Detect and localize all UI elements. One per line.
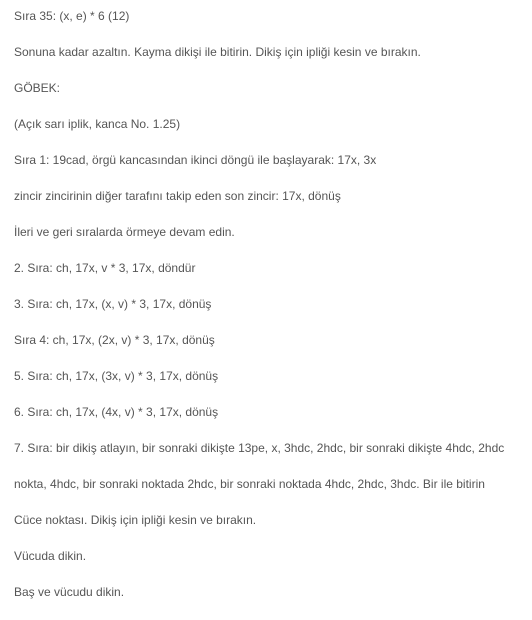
text-line-row-7: 7. Sıra: bir dikiş atlayın, bir sonraki dikişte 13pe, x, 3hdc, 2hdc, bir sonraki dikişte 4hdc, 2hdc xyxy=(14,441,505,455)
text-line-sew-body: Vücuda dikin. xyxy=(14,549,87,563)
text-line-continue: İleri ve geri sıralarda örmeye devam edin. xyxy=(14,225,235,239)
text-line-row-1: Sıra 1: 19cad, örgü kancasından ikinci döngü ile başlayarak: 17x, 3x xyxy=(14,153,377,167)
text-line-finish: Cüce noktası. Dikiş için ipliği kesin ve bırakın. xyxy=(14,513,257,527)
text-line-row-4: Sıra 4: ch, 17x, (2x, v) * 3, 17x, dönüş xyxy=(14,333,215,347)
text-line-yarn-hook: (Açık sarı iplik, kanca No. 1.25) xyxy=(14,117,181,131)
instructions-text xyxy=(14,8,526,620)
text-line-row-5: 5. Sıra: ch, 17x, (3x, v) * 3, 17x, dönüş xyxy=(14,369,219,383)
text-line-decrease: Sonuna kadar azaltın. Kayma dikişi ile bitirin. Dikiş için ipliği kesin ve bırakın. xyxy=(14,45,421,59)
text-line-row-1-cont: zincir zincirinin diğer tarafını takip eden son zincir: 17x, dönüş xyxy=(14,189,341,203)
text-line-sew-head: Baş ve vücudu dikin. xyxy=(14,585,125,599)
text-line-row-7-cont: nokta, 4hdc, bir sonraki noktada 2hdc, bir sonraki noktada 4hdc, 2hdc, 3hdc. Bir ile bitirin xyxy=(14,477,485,491)
section-heading-gobek: GÖBEK: xyxy=(14,81,61,95)
text-line-row-6: 6. Sıra: ch, 17x, (4x, v) * 3, 17x, dönüş xyxy=(14,405,219,419)
text-line-row-2: 2. Sıra: ch, 17x, v * 3, 17x, döndür xyxy=(14,261,196,275)
text-line-row-3: 3. Sıra: ch, 17x, (x, v) * 3, 17x, dönüş xyxy=(14,297,212,311)
text-line-row-35: Sıra 35: (x, e) * 6 (12) xyxy=(14,9,130,23)
